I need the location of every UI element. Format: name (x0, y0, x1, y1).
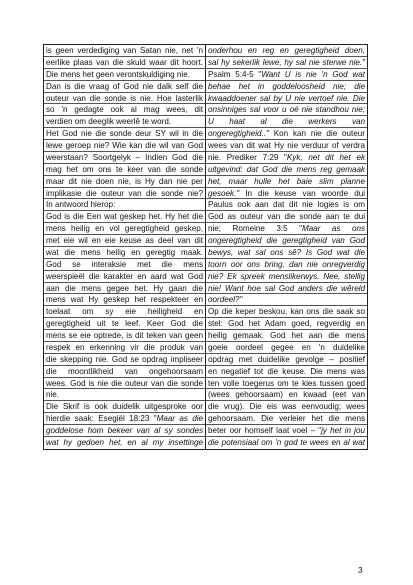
text-line: God se interaksie met die mens (46, 259, 203, 269)
text-line: ongeregtigheid.." Kon kan nie die outeur (208, 129, 365, 139)
text-line: In antwoord hierop: (44, 199, 205, 211)
text-line: wees. God is nie die outeur van die sonde (46, 378, 203, 388)
text-line: mens wat Hy geskep het respekteer en (46, 295, 203, 305)
text-line: nie! Want hoe sal God anders die wêreld (208, 283, 365, 293)
text-line: uitgevind: dat God die mens reg gemaak (208, 164, 365, 174)
text-line: Die mens het geen verontskuldiging nie. (44, 69, 205, 81)
text-line: mens se eie optrede, is dit teken van geen (46, 331, 203, 340)
text-line: eerlike plaas van die skuld waar dit hoort. (46, 57, 203, 67)
text-line: Op die keper beskou, kan ons die saak so (208, 307, 365, 317)
text-line: nie. Prediker 7:29 "Kyk, net dit het ek (208, 152, 365, 162)
text-line: goddelose hom bekeer van al sy sondes (46, 426, 203, 435)
text-line: die vrug). Die eis was eenvoudig; wees (208, 402, 365, 412)
text-line: beter oor homself laat voel – "jy het in jou (206, 425, 367, 437)
text-line: ongeregtigheid die geregtigheid van God (208, 236, 365, 245)
text-line: heilig gemaak. God het aan die mens (208, 331, 365, 340)
text-line: lewe geroep nie? Wie kan die wil van God (46, 141, 203, 150)
text-line: outeur van die sonde is nie. Hoe lasterlik (46, 93, 203, 103)
text-line: weerstaan? Soortgelyk – Indien God die (46, 152, 203, 162)
text-line: goeie oordeel gegee en 'n duidelike (208, 342, 365, 352)
text-line: geregtigheid uit te leef. Keer God die (46, 319, 203, 329)
text-line: respek en erkenning vir die produk van (46, 342, 203, 352)
text-line: die skepping nie. God se opdrag impliseer (46, 354, 203, 364)
text-line: nie? Ek spreek menslikerwys. Nee, stellig (208, 271, 365, 281)
text-line: onsinniges sal voor u oë nie standhou nie; (208, 105, 365, 115)
text-line: maar dit nie doen nie, is Hy dan nie per (46, 176, 203, 186)
text-line: wat hy gedoen het, en al my insettinge (46, 437, 203, 447)
text-line: toorn oor ons bring, dan nie onregverdig (208, 259, 365, 269)
text-line: Paulus ook aan dat dit nie logies is om (208, 200, 365, 210)
text-line: is geen verdediging van Satan nie, net 'n (46, 46, 203, 55)
left-text-column (43, 44, 206, 450)
text-line: nie; Romeine 3:5 "Maar as ons (208, 224, 365, 234)
text-line: aan die mens gegee het. Hy gaan die (46, 283, 203, 293)
text-line: God is die Een wat geskep het. Hy het die (46, 212, 203, 222)
text-line: implikasie die outeur van die sonde nie? (46, 188, 203, 198)
text-line: so 'n gedagte ook al mag wees, dit (46, 105, 203, 115)
text-line: onderhou en reg en geregtigheid doen, (208, 46, 365, 55)
text-line: mag het om ons te keer van die sonde (46, 164, 203, 174)
text-line: Dan is die vraag of God nie dalk self die (46, 81, 203, 91)
text-line: verdien om deeglik weerlê te word. (44, 116, 205, 128)
text-line: ten volle toegerus om te kies tussen goed (208, 378, 365, 388)
text-line: bewys, wat sal ons sê? Is God wat die (208, 247, 365, 257)
text-line: stel: God het Adam goed, regverdig en (208, 319, 365, 329)
text-line: mens heilig en vol geregtigheid geskep, (46, 224, 203, 234)
page-number: 3 (358, 565, 363, 575)
text-line: toelaat om sy eie heiligheid en (46, 307, 203, 317)
text-line: kwaaddoener sal by U nie vertoef nie. Die (208, 93, 365, 103)
text-line: het, maar hulle het baie slim planne (208, 176, 365, 186)
text-line: sal hy sekerlik lewe, hy sal nie sterwe nie." (208, 57, 365, 67)
text-line: (wees gehoorsaam) en kwaad (eet van (208, 390, 365, 400)
text-line: God as outeur van die sonde aan te dui (208, 212, 365, 222)
text-line: Die Skrif is ook duidelik uitgesproke oor (46, 402, 203, 412)
text-line: opdrag met duidelike gevolge – positief (208, 354, 365, 364)
text-line: met eie wil en eie keuse as deel van dit (46, 236, 203, 245)
right-text-column (205, 44, 368, 450)
text-line: en negatief tot die keuse. Die mens was (208, 366, 365, 376)
text-line: Psalm 5:4-5 "Want U is nie 'n God wat (208, 69, 365, 79)
text-line: behae het in goddeloosheid nie; die (208, 81, 365, 91)
text-line: hierdie saak: Esegiël 18:23 "Maar as die (46, 414, 203, 424)
text-line: nie. (44, 389, 205, 401)
text-line: wat die mens heilig en geregtig maak. (46, 247, 203, 257)
text-line: gehoorsaam. Die verleier het die mens (208, 414, 365, 424)
text-line: oordeel?" (206, 294, 367, 306)
text-line: weerspieël die karakter en aard wat God (46, 271, 203, 281)
text-line: die moontlikheid van ongehoorsaam (46, 366, 203, 376)
text-line: gesoek." In die keuse van woorde dui (208, 188, 365, 198)
text-line: die potensiaal om 'n god te wees en al wat (208, 437, 365, 447)
text-line: wees van dit wat Hy nie verduur of verdra (208, 141, 365, 150)
text-line: U haat al die werkers van (208, 117, 365, 127)
text-line: Het God nie die sonde deur SY wil in die (46, 129, 203, 139)
